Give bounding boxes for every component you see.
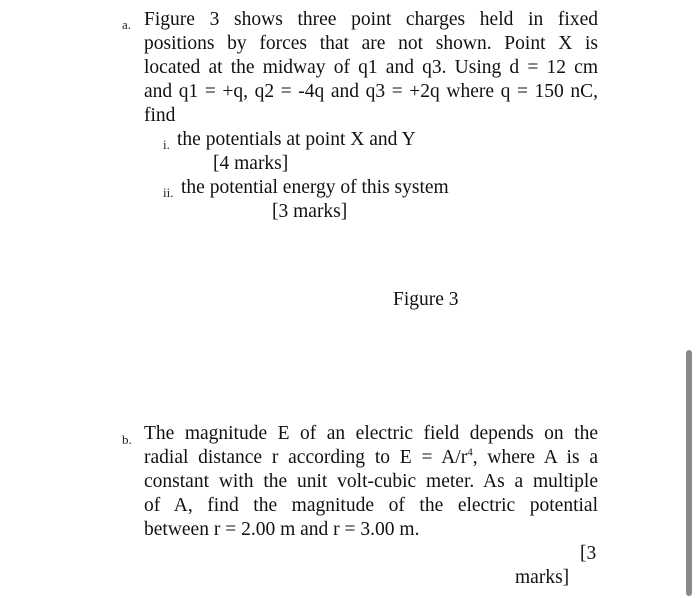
question-b-marks-close: marks] xyxy=(515,567,570,588)
subquestion-ii-text: the potential energy of this system xyxy=(181,177,449,198)
question-b-line-3: constant with the unit volt-cubic meter. As a multiple xyxy=(144,471,598,492)
question-b-line-2 xyxy=(144,446,598,470)
subquestion-ii-label: ii. xyxy=(163,185,174,200)
vertical-scrollbar[interactable] xyxy=(686,350,692,596)
figure-caption: Figure 3 xyxy=(393,289,459,310)
question-b-line-2-end: , where A is a xyxy=(472,447,598,468)
subquestion-ii-marks: [3 marks] xyxy=(272,201,348,222)
question-b-line-1: The magnitude E of an electric field depends on the xyxy=(144,423,598,444)
question-b-marks-open: [3 xyxy=(580,543,597,564)
question-a-label: a. xyxy=(122,17,132,32)
exponent-superscript: 4 xyxy=(467,446,473,459)
question-b-label: b. xyxy=(122,432,132,447)
question-a-line-1: Figure 3 shows three point charges held in fixed xyxy=(144,9,598,30)
question-a-line-2: positions by forces that are not shown. Point X is xyxy=(144,33,598,54)
question-b-line-2-start: radial distance r according to E = A/r xyxy=(144,447,468,468)
subquestion-i-text: the potentials at point X and Y xyxy=(177,129,416,150)
question-a-line-5: find xyxy=(144,105,176,126)
question-a-text xyxy=(144,8,598,128)
question-b-line-5: between r = 2.00 m and r = 3.00 m. xyxy=(144,519,420,540)
question-b-text xyxy=(144,422,598,542)
subquestion-i-label: i. xyxy=(163,137,170,152)
question-b-line-4: of A, find the magnitude of the electric potential xyxy=(144,495,598,516)
subquestion-i-marks: [4 marks] xyxy=(213,153,289,174)
question-a-line-4: and q1 = +q, q2 = -4q and q3 = +2q where q = 150 nC, xyxy=(144,81,598,102)
question-a-line-3: located at the midway of q1 and q3. Using d = 12 cm xyxy=(144,57,598,78)
